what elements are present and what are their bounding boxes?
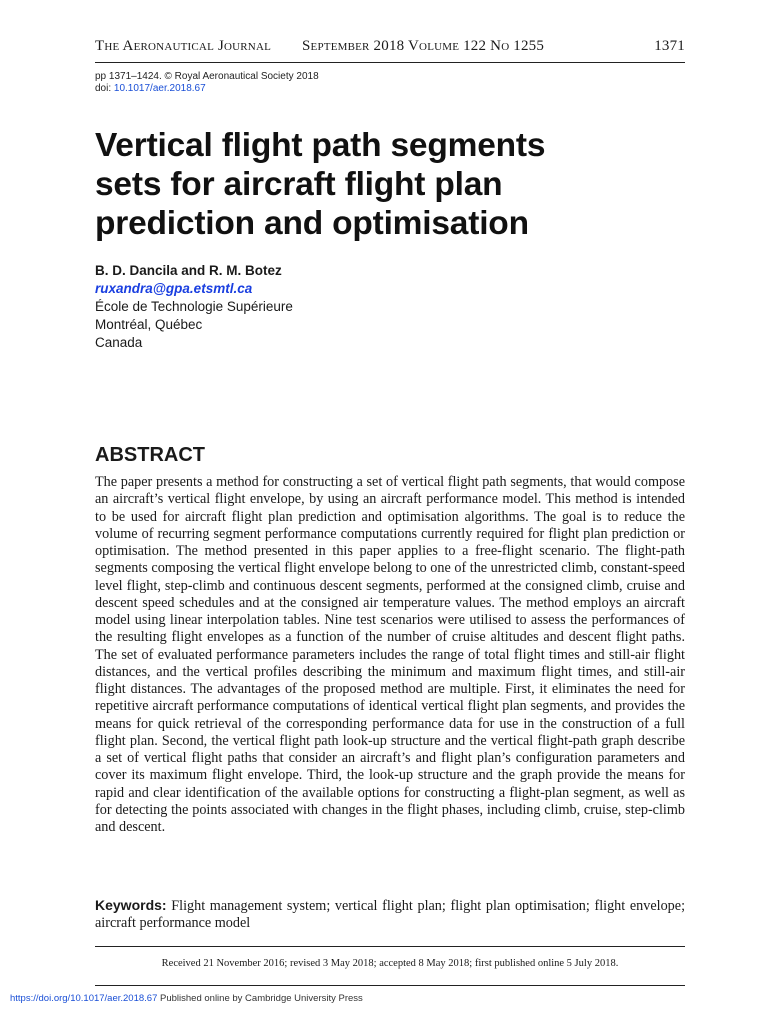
- author-names: B. D. Dancila and R. M. Botez: [95, 263, 282, 278]
- paper-title: [95, 126, 695, 243]
- abstract-text: The paper presents a method for constructing a set of vertical flight path segments, that would compose an aircraft’s vertical flight envelope, by using an aircraft performance model. This method is intended to be used for aircraft flight plan prediction and optimisation algorithms. The goal is to reduce the volume of recurring segment performance computations currently required for flight plan prediction or optimisation. The method presented in this paper applies to a free-flight scenario. The flight-path segments composing the vertical flight envelope belong to one of the unrestricted climb, constant-speed level flight, step-climb and continuous descent segments, performed at the consigned climb, cruise and descent speed schedules and at the consigned air temperature values. The method employs an aircraft model using linear interpolation tables. Nine test scenarios were utilised to assess the performances of the resulting flight envelopes as a function of the number of cruise altitudes and descent flight paths. The set of evaluated performance parameters includes the range of total flight times and still-air flight distances, and the vertical profiles describing the minimum and maximum flight times, and still-air flight distances. The advantages of the proposed method are multiple. First, it eliminates the need for repetitive aircraft performance computations of identical vertical flight plan segments, and provides the means for quick retrieval of the corresponding performance data for use in the construction of a full flight plan. Second, the vertical flight path look-up structure and the vertical flight-path graph describe a set of vertical flight paths that consider an aircraft’s and flight plan’s configuration parameters and cover its maximum flight envelope. Third, the look-up structure and the graph provide the means for rapid and clear identification of the available options for constructing a flight-plan segment, as well as for detecting the points associated with changes in the flight phases, including climb, cruise, step-climb and descent.: [95, 474, 685, 835]
- footer-rule: [95, 946, 685, 947]
- keywords-label: Keywords:: [95, 897, 167, 913]
- title-line-3: prediction and optimisation: [95, 205, 529, 242]
- header-rule: [95, 62, 685, 63]
- bottom-rule: [95, 985, 685, 986]
- author-block: [95, 262, 293, 352]
- pages-copyright: pp 1371–1424. © Royal Aeronautical Society 2018: [95, 71, 319, 82]
- page-number: 1371: [654, 38, 685, 54]
- running-head: [95, 38, 685, 60]
- affiliation-line: École de Technologie Supérieure: [95, 299, 293, 314]
- title-line-2: sets for aircraft flight plan: [95, 166, 503, 203]
- doi-url-link[interactable]: https://doi.org/10.1017/aer.2018.67: [10, 993, 158, 1004]
- title-line-1: Vertical flight path segments: [95, 127, 546, 164]
- issue-info: September 2018 Volume 122 No 1255: [302, 38, 545, 54]
- abstract-heading: ABSTRACT: [95, 444, 205, 466]
- doi-label: doi:: [95, 83, 112, 94]
- publisher-strip: [10, 993, 363, 1004]
- received-dates: Received 21 November 2016; revised 3 May 2018; accepted 8 May 2018; first published online 5 July 2018.: [161, 958, 619, 969]
- doi-link[interactable]: 10.1017/aer.2018.67: [113, 83, 206, 94]
- keywords-text: Flight management system; vertical flight plan; flight plan optimisation; flight envelope; aircraft performance model: [95, 898, 686, 932]
- author-email-link[interactable]: ruxandra@gpa.etsmtl.ca: [95, 281, 253, 296]
- article-meta: [95, 71, 319, 95]
- published-online-text: Published online by Cambridge University Press: [160, 993, 363, 1004]
- affiliation-line: Canada: [95, 335, 143, 350]
- keywords: [95, 897, 685, 933]
- journal-name: The Aeronautical Journal: [95, 38, 272, 54]
- affiliation-line: Montréal, Québec: [95, 317, 203, 332]
- doi-line: [95, 83, 319, 95]
